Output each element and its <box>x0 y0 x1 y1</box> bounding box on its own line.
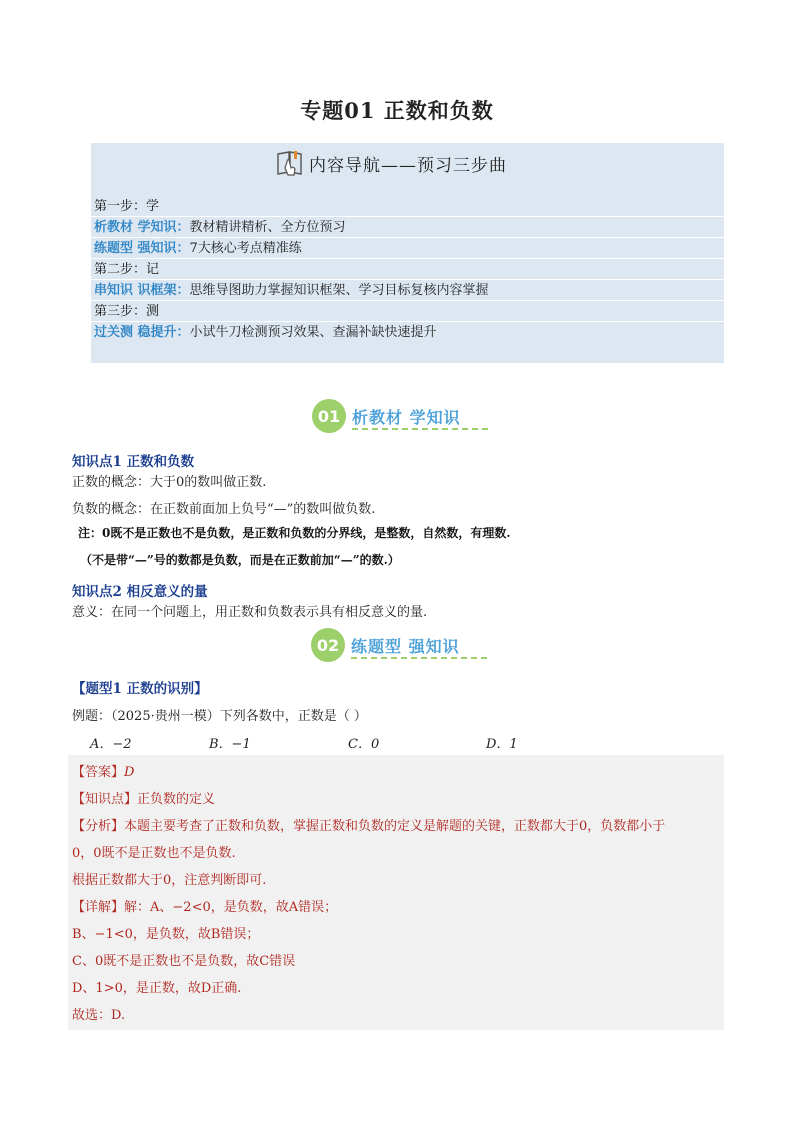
option-c: C．0 <box>348 737 380 752</box>
option-d: D．1 <box>486 737 518 752</box>
nav-line-frame: 串知识 识框架：思维导图助力掌握知识框架、学习目标复核内容掌握 <box>91 281 724 301</box>
nav-step1: 第一步：学 <box>91 197 724 217</box>
answer-line: 【答案】D <box>72 765 135 780</box>
page-title: 专题01 正数和负数 <box>300 98 494 123</box>
nav-step2: 第二步：记 <box>91 260 724 280</box>
opposite-meaning: 意义：在同一个问题上，用正数和负数表示具有相反意义的量. <box>72 605 428 620</box>
knowledge-point-1-title: 知识点1 正数和负数 <box>72 454 195 470</box>
option-b: B．−1 <box>209 737 251 752</box>
example-stem: 例题：（2025·贵州一模）下列各数中，正数是（ ） <box>72 709 367 724</box>
section-number: 02 <box>311 628 345 662</box>
nav-step3: 第三步：测 <box>91 302 724 322</box>
book-icon <box>275 148 305 178</box>
section-title: 析教材 学知识 <box>352 407 461 427</box>
nav-heading-text: 内容导航——预习三步曲 <box>309 155 507 176</box>
section-title: 练题型 强知识 <box>351 636 460 656</box>
analysis-line-2: 0，0既不是正数也不是负数. <box>72 846 236 861</box>
section-header-02 <box>311 627 460 663</box>
negative-definition: 负数的概念：在正数前面加上负号“—”的数叫做负数. <box>72 502 376 517</box>
nav-line-practice: 练题型 强知识：7大核心考点精准练 <box>91 239 724 259</box>
nav-line-learn: 析教材 学知识：教材精讲精析、全方位预习 <box>91 218 724 238</box>
analysis-line-1: 【分析】本题主要考查了正数和负数，掌握正数和负数的定义是解题的关键，正数都大于0，负数都小于 <box>72 819 666 834</box>
detail-line-2: B、−1<0，是负数，故B错误； <box>72 927 260 942</box>
knowledge-point-2-title: 知识点2 相反意义的量 <box>72 584 208 600</box>
note-zero: 注：0既不是正数也不是负数，是正数和负数的分界线，是整数，自然数，有理数. <box>78 526 511 540</box>
detail-line-5: 故选：D. <box>72 1008 126 1023</box>
knowledge-point-line: 【知识点】正负数的定义 <box>72 792 216 807</box>
option-a: A．−2 <box>90 737 132 752</box>
detail-line-1: 【详解】解：A、−2<0，是负数，故A错误； <box>72 900 338 915</box>
section-number: 01 <box>312 399 346 433</box>
section-underline <box>351 657 487 659</box>
detail-line-4: D、1>0，是正数，故D正确. <box>72 981 242 996</box>
detail-line-3: C、0既不是正数也不是负数，故C错误 <box>72 954 296 969</box>
nav-line-test: 过关测 稳提升：小试牛刀检测预习效果、查漏补缺快速提升 <box>94 325 437 340</box>
section-header-01 <box>312 398 461 434</box>
positive-definition: 正数的概念：大于0的数叫做正数. <box>72 475 267 490</box>
nav-heading <box>275 145 507 181</box>
note-sign: （不是带“—”号的数都是负数，而是在正数前加“—”的数.） <box>80 553 400 567</box>
analysis-line-3: 根据正数都大于0，注意判断即可. <box>72 873 267 888</box>
section-underline <box>352 428 488 430</box>
question-type-title: 【题型1 正数的识别】 <box>72 681 208 697</box>
